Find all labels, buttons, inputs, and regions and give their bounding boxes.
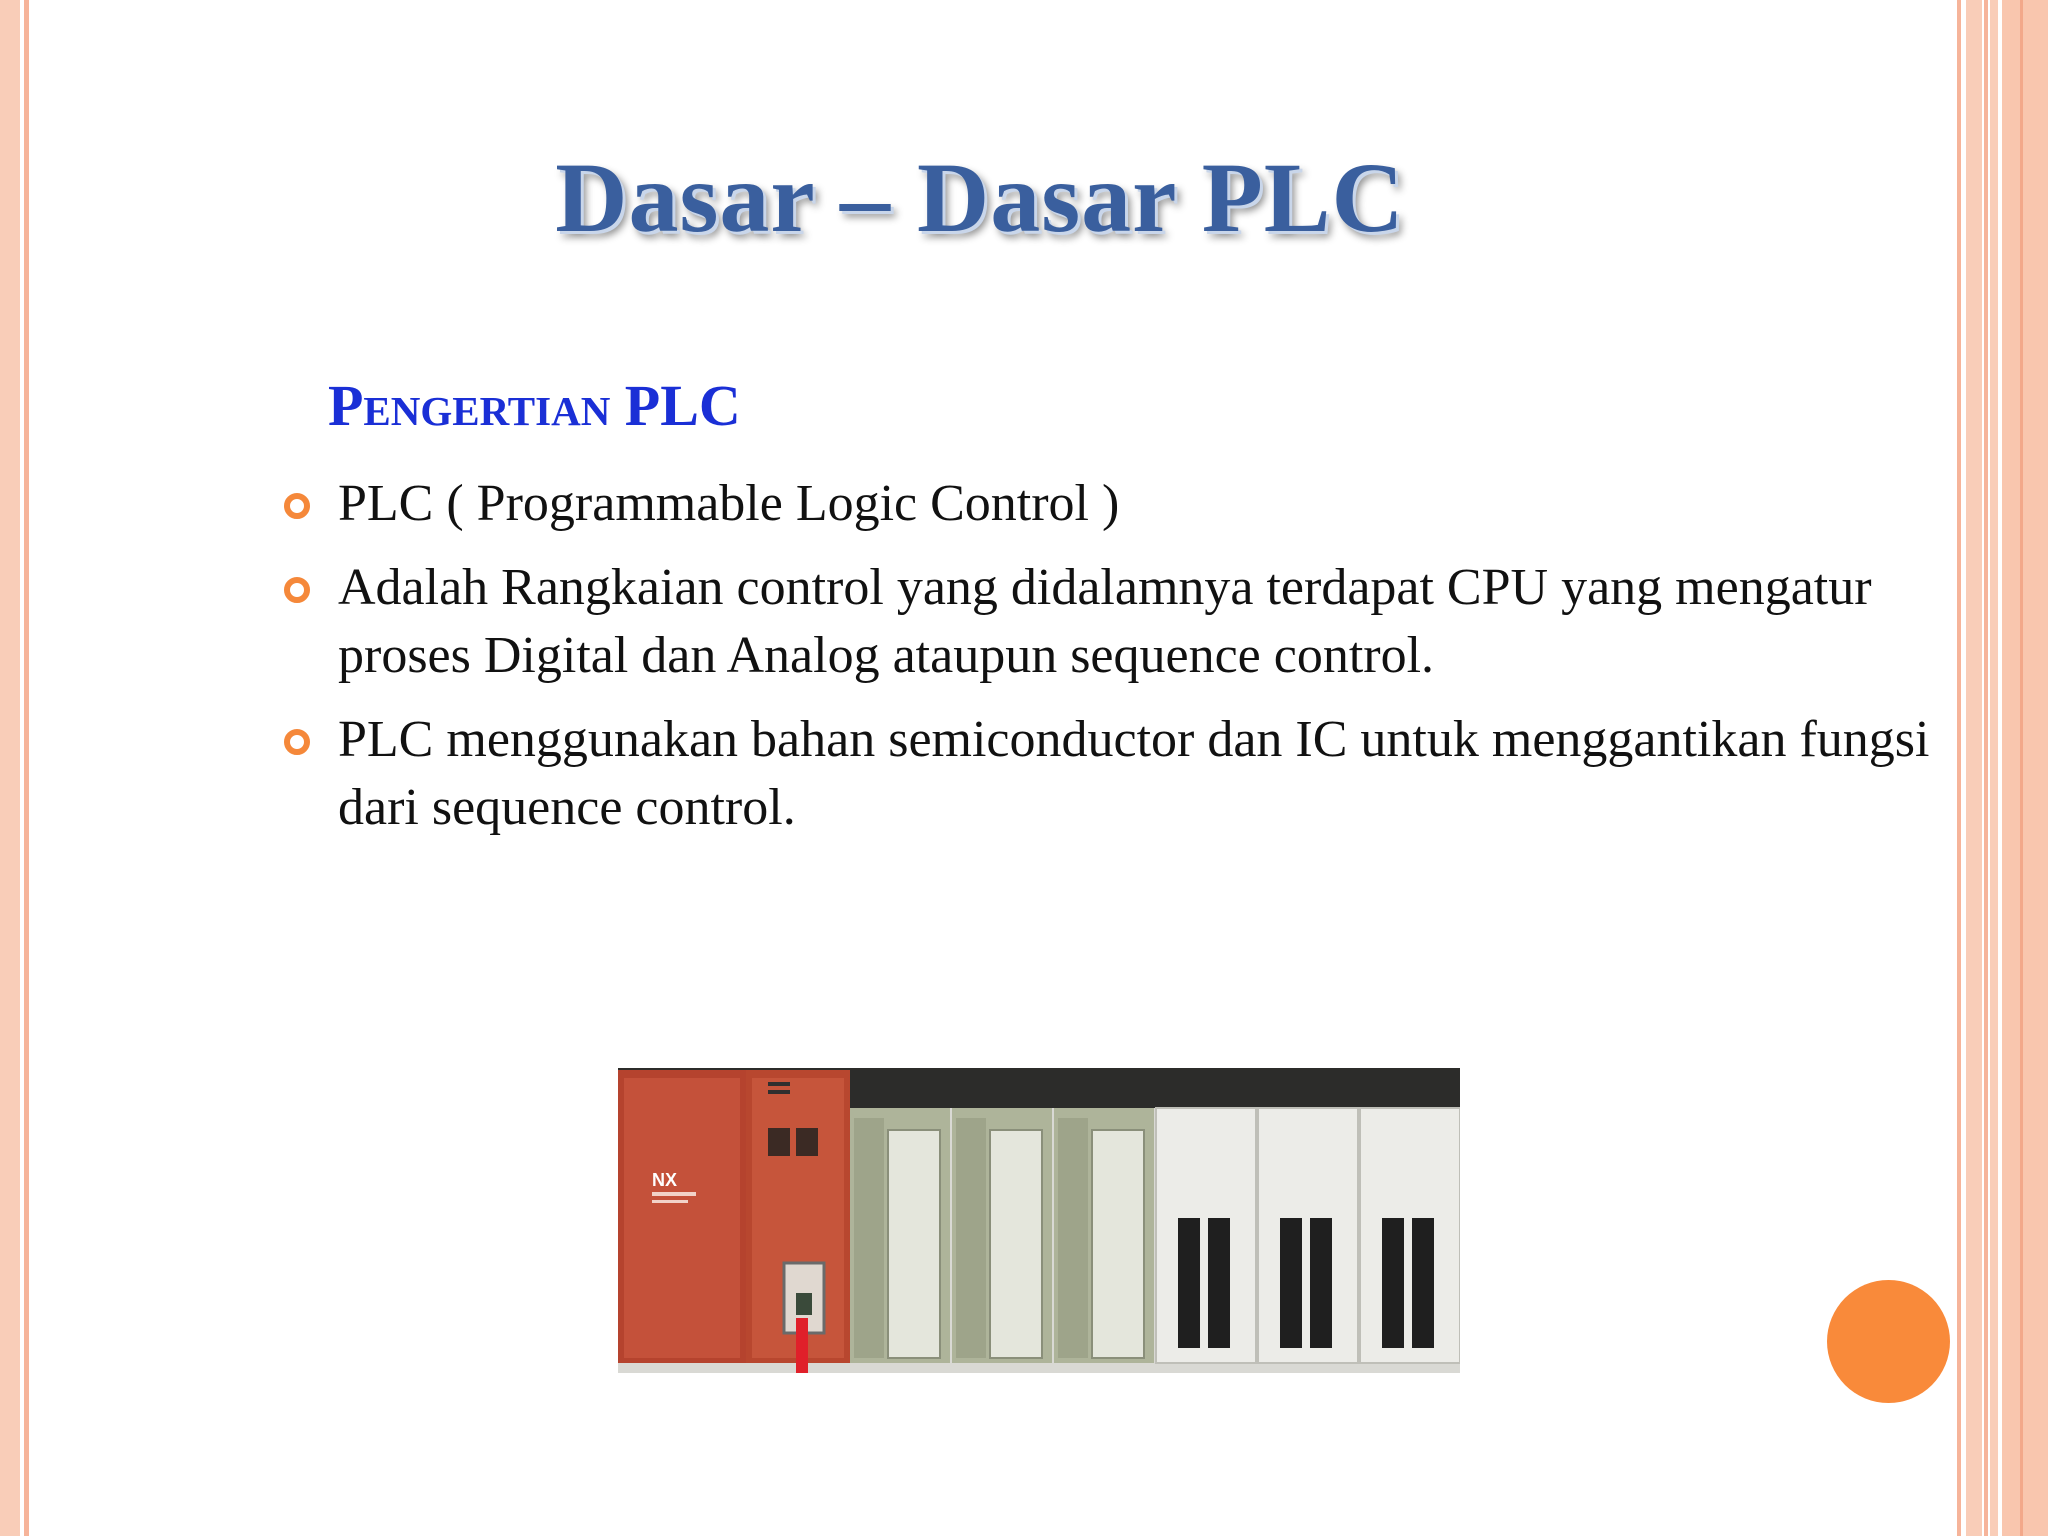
bullet-text: PLC menggunakan bahan semiconductor dan IC untuk menggantikan fungsi dari sequence control. bbox=[338, 711, 1930, 836]
bullet-text: Adalah Rangkaian control yang didalamnya terdapat CPU yang mengatur proses Digital dan Analog ataupun sequence control. bbox=[338, 559, 1872, 684]
right-border-line bbox=[2020, 0, 2023, 1536]
slide-title: Dasar – Dasar PLC bbox=[555, 142, 1405, 253]
right-border-line bbox=[1984, 0, 1988, 1536]
plc-hardware-photo bbox=[618, 1068, 1460, 1373]
bullet-item bbox=[278, 706, 1958, 842]
orange-accent-circle bbox=[1827, 1280, 1950, 1403]
plc-label: NX bbox=[652, 1170, 678, 1190]
bullet-text: PLC ( Programmable Logic Control ) bbox=[338, 475, 1120, 532]
right-border-stripe bbox=[1966, 0, 1982, 1536]
ring-bullet-icon bbox=[284, 577, 310, 603]
slide-subtitle: Pengertian PLC bbox=[328, 373, 741, 438]
bullet-list bbox=[278, 470, 1958, 858]
bullet-item bbox=[278, 470, 1958, 538]
bullet-item bbox=[278, 554, 1958, 690]
right-border-band bbox=[2002, 0, 2048, 1536]
ring-bullet-icon bbox=[284, 729, 310, 755]
right-border-stripe bbox=[1990, 0, 1998, 1536]
ring-bullet-icon bbox=[284, 493, 310, 519]
